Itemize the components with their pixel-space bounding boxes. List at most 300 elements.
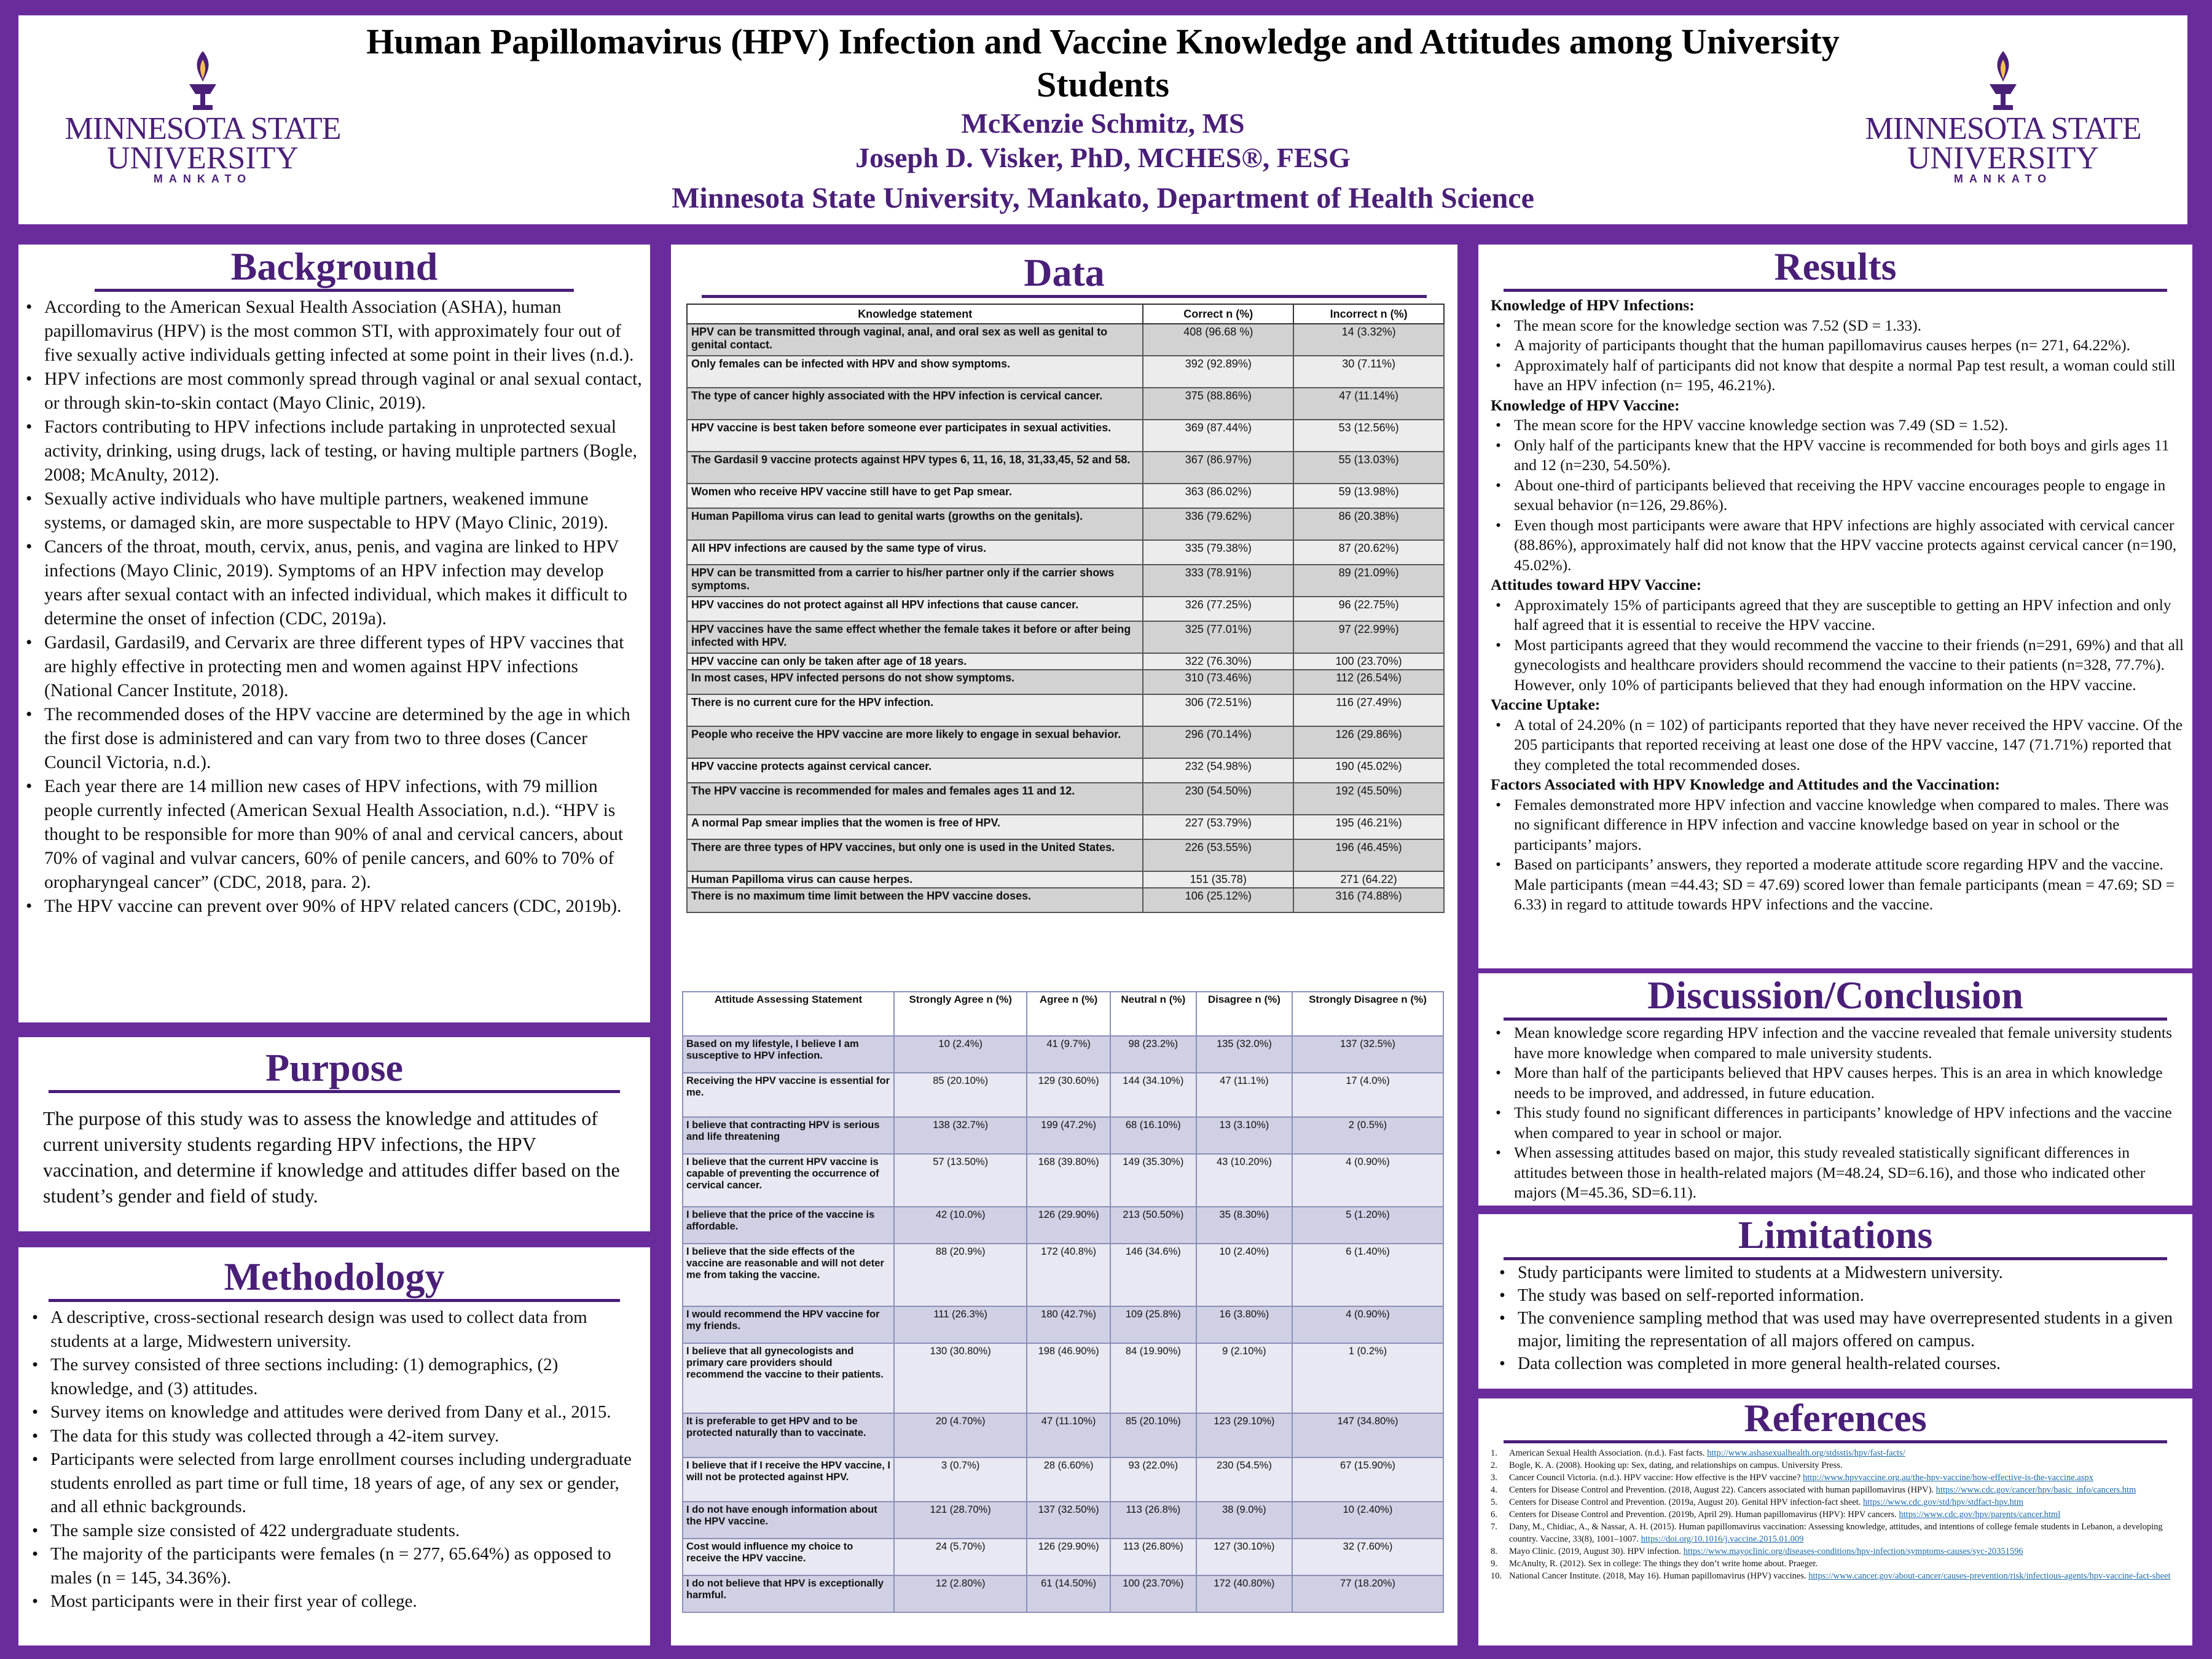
reference-text: Mayo Clinic. (2019, August 30). HPV infection. [1509,1547,1684,1556]
attitude-value: 146 (34.6%) [1110,1244,1196,1306]
attitude-value: 67 (15.90%) [1292,1457,1443,1502]
limitations-heading: Limitations [1738,1213,1933,1257]
methodology-item: • Participants were selected from large enrollment courses including undergraduate students enrolled as part time or full time, 18 years of age, of any sex or gender, and all ethnic backgrounds. [27,1448,643,1519]
attitude-statement: I believe that if I receive the HPV vaccine, I will not be protected against HPV. [683,1457,894,1502]
knowledge-value: 112 (26.54%) [1293,670,1444,694]
limitations-item: • The study was based on self-reported information. [1494,1284,2185,1307]
knowledge-header: Correct n (%) [1143,304,1293,324]
attitude-value: 1 (0.2%) [1292,1343,1443,1413]
attitude-value: 57 (13.50%) [894,1154,1027,1207]
attitude-value: 85 (20.10%) [894,1073,1027,1117]
attitude-header: Strongly Agree n (%) [894,992,1027,1036]
reference-item [1491,1508,2185,1521]
knowledge-value: 14 (3.32%) [1293,324,1444,356]
reference-item [1491,1570,2185,1582]
results-subheading: Knowledge of HPV Vaccine: [1491,396,1680,414]
results-panel [1478,245,2192,968]
attitude-value: 68 (16.10%) [1110,1117,1196,1154]
reference-text: Centers for Disease Control and Prevention. (2019b, April 29). Human papillomavirus (HPV): HPV cancers. [1509,1510,1899,1520]
knowledge-value: 106 (25.12%) [1143,888,1293,912]
knowledge-value: 326 (77.25%) [1143,597,1293,621]
reference-number: 5. [1491,1497,1497,1507]
knowledge-value: 306 (72.51%) [1143,694,1293,726]
knowledge-value: 230 (54.50%) [1143,783,1293,815]
knowledge-row [687,565,1444,597]
attitude-value: 144 (34.10%) [1110,1073,1196,1117]
attitude-value: 17 (4.0%) [1292,1073,1443,1117]
knowledge-row [687,670,1444,694]
discussion-item: • When assessing attitudes based on major, this study revealed statistically significant differences in attitudes between those in health-related majors (M=48.24, SD=6.16), and those who indicated other majors (M=45.36, SD=6.11). [1491,1143,2185,1203]
attitude-row [683,1539,1443,1575]
attitude-statement: I do not have enough information about the HPV vaccine. [683,1502,894,1539]
knowledge-row [687,694,1444,726]
knowledge-value: 30 (7.11%) [1293,356,1444,388]
attitude-value: 100 (23.70%) [1110,1575,1196,1612]
attitude-value: 98 (23.2%) [1110,1036,1196,1073]
attitude-value: 4 (0.90%) [1292,1154,1443,1207]
knowledge-statement: HPV vaccines have the same effect whether the female takes it before or after being infected with HPV. [687,621,1143,653]
knowledge-value: 96 (22.75%) [1293,597,1444,621]
attitude-value: 198 (46.90%) [1027,1343,1110,1413]
knowledge-value: 335 (79.38%) [1143,540,1293,565]
attitude-row [683,1154,1443,1207]
reference-text: Dany, M., Chidiac, A., & Nassar, A. H. (2015). Human papillomavirus vaccination: Assessing knowledge, attitudes, and intentions of college female students in Lebanon, a developing country. Vaccine, 33(8), 1001–1007. [1509,1522,2163,1544]
results-item: • Only half of the participants knew that the HPV vaccine is recommended for both boys and girls ages 11 and 12 (n=230, 54.50%). [1491,436,2185,476]
discussion-heading: Discussion/Conclusion [1647,973,2023,1017]
knowledge-statement: Human Papilloma virus can lead to genital warts (growths on the genitals). [687,508,1143,540]
knowledge-row [687,388,1444,420]
purpose-heading: Purpose [265,1046,403,1089]
knowledge-value: 369 (87.44%) [1143,420,1293,452]
attitude-value: 137 (32.50%) [1027,1502,1110,1539]
methodology-item: • The sample size consisted of 422 undergraduate students. [27,1519,643,1543]
reference-number: 1. [1491,1448,1497,1458]
knowledge-value: 375 (88.86%) [1143,388,1293,420]
background-item: • Gardasil, Gardasil9, and Cervarix are three different types of HPV vaccines that are highly effective in protecting men and women against HPV infections (National Cancer Institute, 2018). [21,631,644,703]
logo-line2: UNIVERSITY [1907,141,2099,176]
knowledge-value: 100 (23.70%) [1293,653,1444,670]
reference-text: American Sexual Health Association. (n.d.). Fast facts. [1509,1448,1708,1458]
background-item: • Sexually active individuals who have multiple partners, weakened immune systems, or damaged skin, are more suspectable to HPV (Mayo Clinic, 2019). [21,487,644,535]
attitude-value: 88 (20.9%) [894,1244,1027,1306]
attitude-statement: I believe that the price of the vaccine is affordable. [683,1207,894,1244]
logo-line1: MINNESOTA STATE [65,111,341,146]
attitude-value: 93 (22.0%) [1110,1457,1196,1502]
attitude-row [683,1073,1443,1117]
methodology-item: • A descriptive, cross-sectional research design was used to collect data from students at a large, Midwestern university. [27,1306,643,1353]
results-subheading: Factors Associated with HPV Knowledge and Attitudes and the Vaccination: [1491,775,2001,793]
reference-link[interactable]: http://www.hpvvaccine.org.au/the-hpv-vaccine/how-effective-is-the-vaccine.aspx [1803,1473,2093,1483]
knowledge-row [687,726,1444,758]
results-item: • The mean score for the HPV vaccine knowledge section was 7.49 (SD = 1.52). [1491,415,2185,436]
reference-number: 9. [1491,1559,1497,1569]
knowledge-value: 86 (20.38%) [1293,508,1444,540]
attitude-row [683,1457,1443,1502]
attitude-header: Attitude Assessing Statement [683,992,894,1036]
knowledge-value: 87 (20.62%) [1293,540,1444,565]
knowledge-statement: People who receive the HPV vaccine are more likely to engage in sexual behavior. [687,726,1143,758]
knowledge-row [687,540,1444,565]
attitude-table [682,991,1444,1613]
attitude-value: 12 (2.80%) [894,1575,1027,1612]
background-item: • According to the American Sexual Health Association (ASHA), human papillomavirus (HPV) is the most common STI, with approximately four out of five sexually active individuals getting infected at some point in their lives (n.d.). [21,296,644,367]
attitude-value: 123 (29.10%) [1196,1413,1292,1457]
logo-line1: MINNESOTA STATE [1865,111,2141,146]
knowledge-statement: Only females can be infected with HPV and show symptoms. [687,356,1143,388]
attitude-value: 109 (25.8%) [1110,1306,1196,1343]
knowledge-row [687,888,1444,912]
attitude-value: 84 (19.90%) [1110,1343,1196,1413]
attitude-value: 28 (6.60%) [1027,1457,1110,1502]
knowledge-table [686,304,1445,913]
reference-item [1491,1545,2185,1558]
reference-link[interactable]: http://www.ashasexualhealth.org/stdsstis/hpv/fast-facts/ [1707,1448,1905,1458]
data-heading: Data [1024,251,1105,294]
attitude-statement: I believe that the side effects of the vaccine are reasonable and will not deter me from taking the vaccine. [683,1244,894,1306]
limitations-item: • Study participants were limited to students at a Midwestern university. [1494,1261,2185,1284]
department: Minnesota State University, Mankato, Department of Health Science [672,182,1534,214]
methodology-panel [18,1247,650,1645]
results-subheading: Knowledge of HPV Infections: [1491,296,1695,314]
results-item: • Even though most participants were aware that HPV infections are highly associated with cervical cancer (88.86%), approximately half did not know that the HPV vaccine protects against cervical cancer (n=190, 45.02%). [1491,516,2185,576]
divider [49,1090,620,1093]
knowledge-value: 89 (21.09%) [1293,565,1444,597]
attitude-value: 47 (11.1%) [1196,1073,1292,1117]
reference-item [1491,1447,2185,1459]
reference-number: 4. [1491,1485,1497,1495]
reference-link[interactable]: https://www.cdc.gov/hpv/parents/cancer.html [1899,1510,2061,1520]
attitude-statement: Based on my lifestyle, I believe I am susceptive to HPV infection. [683,1036,894,1073]
results-subheading: Vaccine Uptake: [1491,696,1601,713]
results-item: • Females demonstrated more HPV infection and vaccine knowledge when compared to males. There was no significant difference in HPV infection and vaccine knowledge based on year in school or the participants’ majors. [1491,795,2185,855]
attitude-value: 113 (26.80%) [1110,1539,1196,1575]
divider [1504,289,2167,292]
reference-item [1491,1496,2185,1508]
reference-text: Cancer Council Victoria. (n.d.). HPV vaccine: How effective is the HPV vaccine? [1509,1473,1803,1483]
reference-item [1491,1558,2185,1570]
attitude-statement: Cost would influence my choice to receive the HPV vaccine. [683,1539,894,1575]
knowledge-value: 392 (92.89%) [1143,356,1293,388]
attitude-statement: I believe that contracting HPV is serious and life threatening [683,1117,894,1154]
reference-text: McAnulty, R. (2012). Sex in college: The things they don’t write home about. Praeger. [1509,1559,1818,1569]
divider [1504,1440,2167,1443]
reference-text: Centers for Disease Control and Prevention. (2018, August 22). Cancers associated with human papillomavirus (HPV). [1509,1485,1936,1495]
reference-link[interactable]: https://www.cdc.gov/cancer/hpv/basic_info/cancers.htm [1936,1485,2136,1495]
knowledge-row [687,508,1444,540]
knowledge-statement: All HPV infections are caused by the same type of virus. [687,540,1143,565]
attitude-row [683,1343,1443,1413]
background-heading: Background [230,245,438,288]
results-item: • The mean score for the knowledge section was 7.52 (SD = 1.33). [1491,316,2185,336]
attitude-value: 135 (32.0%) [1196,1036,1292,1073]
knowledge-value: 196 (46.45%) [1293,839,1444,871]
author-2: Joseph D. Visker, PhD, MCHES®, FESG [855,142,1351,173]
attitude-value: 43 (10.20%) [1196,1154,1292,1207]
results-list [1491,715,2185,775]
results-list [1491,795,2185,915]
attitude-value: 172 (40.80%) [1196,1575,1292,1612]
attitude-statement: I believe that the current HPV vaccine is capable of preventing the occurrence of cervical cancer. [683,1154,894,1207]
attitude-value: 35 (8.30%) [1196,1207,1292,1244]
attitude-statement: It is preferable to get HPV and to be protected naturally than to vaccinate. [683,1413,894,1457]
discussion-panel [1478,973,2192,1206]
background-item: • Factors contributing to HPV infections include partaking in unprotected sexual activity, drinking, using drugs, lack of testing, or having multiple partners (Bogle, 2008; McAnulty, 2012). [21,415,644,487]
attitude-value: 9 (2.10%) [1196,1343,1292,1413]
attitude-value: 3 (0.7%) [894,1457,1027,1502]
knowledge-value: 271 (64.22) [1293,871,1444,888]
knowledge-statement: There is no current cure for the HPV infection. [687,694,1143,726]
attitude-value: 32 (7.60%) [1292,1539,1443,1575]
methodology-item: • The majority of the participants were females (n = 277, 65.64%) as opposed to males (n = 145, 34.36%). [27,1542,643,1590]
knowledge-statement: HPV vaccine is best taken before someone ever participates in sexual activities. [687,420,1143,452]
attitude-value: 4 (0.90%) [1292,1306,1443,1343]
logo-line3: MANKATO [1953,173,2053,185]
attitude-value: 41 (9.7%) [1027,1036,1110,1073]
purpose-text: The purpose of this study was to assess the knowledge and attitudes of current university students regarding HPV infections, the HPV vaccination, and determine if knowledge and attitudes differ based on the student’s gender and field of study. [43,1107,620,1207]
results-item: • A total of 24.20% (n = 102) of participants reported that they have never received the HPV vaccine. Of the 205 participants that reported receiving at least one dose of the HPV vaccine, 147 (71.71%) reported that they completed the total recommended doses. [1491,715,2185,775]
knowledge-value: 192 (45.50%) [1293,783,1444,815]
knowledge-value: 97 (22.99%) [1293,621,1444,653]
attitude-value: 149 (35.30%) [1110,1154,1196,1207]
knowledge-statement: The Gardasil 9 vaccine protects against HPV types 6, 11, 16, 18, 31,33,45, 52 and 58. [687,452,1143,484]
results-item: • Based on participants’ answers, they reported a moderate attitude score regarding HPV and the vaccine. Male participants (mean =44.43; SD = 47.69) scored lower than female participants (mean = 47.69; SD = 6.33) in regard to attitude towards HPV infections and the vaccine. [1491,855,2185,915]
attitude-value: 126 (29.90%) [1027,1539,1110,1575]
msu-logo-right [1856,46,2151,206]
attitude-header: Disagree n (%) [1196,992,1292,1036]
knowledge-statement: HPV vaccines do not protect against all HPV infections that cause cancer. [687,597,1143,621]
attitude-value: 77 (18.20%) [1292,1575,1443,1612]
attitude-value: 47 (11.10%) [1027,1413,1110,1457]
knowledge-row [687,839,1444,871]
attitude-value: 20 (4.70%) [894,1413,1027,1457]
attitude-statement: I would recommend the HPV vaccine for my friends. [683,1306,894,1343]
knowledge-row [687,420,1444,452]
reference-text: Bogle, K. A. (2008). Hooking up: Sex, dating, and relationships on campus. University Press. [1509,1461,1843,1470]
knowledge-row [687,815,1444,839]
attitude-value: 213 (50.50%) [1110,1207,1196,1244]
results-subheading: Attitudes toward HPV Vaccine: [1491,576,1702,594]
attitude-value: 38 (9.0%) [1196,1502,1292,1539]
knowledge-value: 316 (74.88%) [1293,888,1444,912]
knowledge-value: 363 (86.02%) [1143,484,1293,508]
attitude-value: 10 (2.40%) [1292,1502,1443,1539]
discussion-item: • More than half of the participants believed that HPV causes herpes. This is an area in which knowledge needs to be improved, and addressed, in future education. [1491,1063,2185,1103]
attitude-value: 137 (32.5%) [1292,1036,1443,1073]
attitude-value: 6 (1.40%) [1292,1244,1443,1306]
knowledge-value: 367 (86.97%) [1143,452,1293,484]
attitude-value: 180 (42.7%) [1027,1306,1110,1343]
results-list [1491,595,2185,696]
knowledge-row [687,871,1444,888]
references-panel [1478,1398,2192,1645]
attitude-value: 42 (10.0%) [894,1207,1027,1244]
discussion-item: • Mean knowledge score regarding HPV infection and the vaccine revealed that female university students have more knowledge when compared to male university students. [1491,1023,2185,1063]
attitude-value: 111 (26.3%) [894,1306,1027,1343]
torch-icon [178,46,227,114]
attitude-value: 10 (2.4%) [894,1036,1027,1073]
results-item: • Approximately 15% of participants agreed that they are susceptible to getting an HPV infection and only half agreed that it is essential to receive the HPV vaccine. [1491,595,2185,635]
knowledge-row [687,621,1444,653]
results-item: • A majority of participants thought that the human papillomavirus causes herpes (n= 271, 64.22%). [1491,335,2185,356]
attitude-row [683,1117,1443,1154]
methodology-item: • Survey items on knowledge and attitudes were derived from Dany et al., 2015. [27,1400,643,1424]
attitude-statement: Receiving the HPV vaccine is essential for me. [683,1073,894,1117]
reference-item [1491,1472,2185,1484]
methodology-item: • Most participants were in their first year of college. [27,1590,643,1614]
attitude-value: 85 (20.10%) [1110,1413,1196,1457]
results-heading: Results [1774,245,1897,288]
attitude-value: 172 (40.8%) [1027,1244,1110,1306]
knowledge-value: 325 (77.01%) [1143,621,1293,653]
reference-item [1491,1521,2185,1545]
background-item: • Cancers of the throat, mouth, cervix, anus, penis, and vagina are linked to HPV infections (Mayo Clinic, 2019). Symptoms of an HPV infection may develop years after sexual contact with an infected individual, which makes it difficult to determine the onset of infection (CDC, 2019a). [21,535,644,631]
attitude-value: 2 (0.5%) [1292,1117,1443,1154]
references-heading: References [1744,1396,1927,1440]
knowledge-value: 190 (45.02%) [1293,758,1444,783]
knowledge-statement: In most cases, HPV infected persons do not show symptoms. [687,670,1143,694]
knowledge-value: 55 (13.03%) [1293,452,1444,484]
limitations-item: • Data collection was completed in more general health-related courses. [1494,1352,2185,1375]
attitude-value: 121 (28.70%) [894,1502,1027,1539]
divider [702,295,1427,298]
knowledge-statement: HPV vaccine protects against cervical cancer. [687,758,1143,783]
attitude-row [683,1306,1443,1343]
attitude-statement: I do not believe that HPV is exceptionally harmful. [683,1575,894,1612]
knowledge-header: Knowledge statement [687,304,1143,324]
knowledge-statement: A normal Pap smear implies that the women is free of HPV. [687,815,1143,839]
knowledge-row [687,324,1444,356]
methodology-heading: Methodology [224,1255,445,1298]
attitude-value: 5 (1.20%) [1292,1207,1443,1244]
attitude-row [683,1502,1443,1539]
knowledge-value: 408 (96.68 %) [1143,324,1293,356]
reference-text: Centers for Disease Control and Prevention. (2019a, August 20). Genital HPV infection-fact sheet. [1509,1497,1863,1507]
knowledge-statement: Human Papilloma virus can cause herpes. [687,871,1143,888]
knowledge-statement: HPV vaccine can only be taken after age of 18 years. [687,653,1143,670]
knowledge-value: 151 (35.78) [1143,871,1293,888]
reference-number: 6. [1491,1510,1497,1520]
reference-number: 2. [1491,1461,1497,1470]
msu-logo-left [55,46,350,206]
divider [49,1299,620,1302]
background-item: • Each year there are 14 million new cases of HPV infections, with 79 million people currently infected (American Sexual Health Association, n.d.). “HPV is thought to be responsible for more than 90% of anal and cervical cancers, about 70% of vaginal and vulvar cancers, 60% of penile cancers, and 60% to 70% of oropharyngeal cancer” (CDC, 2018, para. 2). [21,775,644,895]
results-item: • About one-third of participants believed that receiving the HPV vaccine encourages people to engage in sexual behavior (n=126, 29.86%). [1491,476,2185,516]
knowledge-statement: There are three types of HPV vaccines, but only one is used in the United States. [687,839,1143,871]
poster-header [18,15,2187,224]
knowledge-value: 226 (53.55%) [1143,839,1293,871]
limitations-panel [1478,1214,2192,1389]
purpose-panel [18,1037,650,1231]
attitude-value: 113 (26.8%) [1110,1502,1196,1539]
attitude-row [683,1036,1443,1073]
attitude-value: 138 (32.7%) [894,1117,1027,1154]
knowledge-value: 227 (53.79%) [1143,815,1293,839]
knowledge-value: 310 (73.46%) [1143,670,1293,694]
results-list [1491,316,2185,396]
references-list [1478,1447,2192,1582]
logo-line3: MANKATO [153,173,253,185]
reference-number: 7. [1491,1522,1497,1532]
attitude-value: 13 (3.10%) [1196,1117,1292,1154]
attitude-value: 129 (30.60%) [1027,1073,1110,1117]
attitude-value: 10 (2.40%) [1196,1244,1292,1306]
attitude-row [683,1207,1443,1244]
attitude-header: Agree n (%) [1027,992,1110,1036]
knowledge-value: 322 (76.30%) [1143,653,1293,670]
methodology-list [18,1306,650,1614]
knowledge-row [687,484,1444,508]
discussion-item: • This study found no significant differences in participants’ knowledge of HPV infections and the vaccine when compared to year in school or major. [1491,1103,2185,1143]
knowledge-value: 333 (78.91%) [1143,565,1293,597]
knowledge-statement: The type of cancer highly associated with the HPV infection is cervical cancer. [687,388,1143,420]
knowledge-value: 53 (12.56%) [1293,420,1444,452]
knowledge-row [687,597,1444,621]
logo-line2: UNIVERSITY [107,141,299,176]
background-panel [18,245,650,1022]
attitude-value: 24 (5.70%) [894,1539,1027,1575]
knowledge-row [687,452,1444,484]
knowledge-statement: There is no maximum time limit between the HPV vaccine doses. [687,888,1143,912]
attitude-row [683,1244,1443,1306]
methodology-item: • The data for this study was collected through a 42-item survey. [27,1424,643,1448]
knowledge-value: 195 (46.21%) [1293,815,1444,839]
knowledge-statement: HPV can be transmitted from a carrier to his/her partner only if the carrier shows symptoms. [687,565,1143,597]
attitude-value: 199 (47.2%) [1027,1117,1110,1154]
knowledge-header: Incorrect n (%) [1293,304,1444,324]
results-body [1478,296,2192,915]
torch-icon [1979,46,2028,114]
reference-link[interactable]: https://www.cdc.gov/std/hpv/stdfact-hpv.htm [1862,1497,2024,1507]
attitude-value: 16 (3.80%) [1196,1306,1292,1343]
reference-number: 3. [1491,1473,1497,1483]
limitations-item: • The convenience sampling method that was used may have overrepresented students in a given major, limiting the representation of all majors offered on campus. [1494,1307,2185,1352]
poster-title: Human Papillomavirus (HPV) Infection and Vaccine Knowledge and Attitudes among University Students [366,22,1840,104]
attitude-value: 168 (39.80%) [1027,1154,1110,1207]
knowledge-value: 116 (27.49%) [1293,694,1444,726]
knowledge-value: 126 (29.86%) [1293,726,1444,758]
knowledge-row [687,783,1444,815]
background-item: • The HPV vaccine can prevent over 90% of HPV related cancers (CDC, 2019b). [21,895,644,919]
attitude-value: 127 (30.10%) [1196,1539,1292,1575]
reference-text: National Cancer Institute. (2018, May 16). Human papillomavirus (HPV) vaccines. [1509,1571,1809,1581]
results-list [1491,415,2185,575]
knowledge-value: 232 (54.98%) [1143,758,1293,783]
reference-link[interactable]: https://www.mayoclinic.org/diseases-conditions/hpv-infection/symptoms-causes/syc-20351596 [1683,1547,2023,1556]
attitude-value: 147 (34.80%) [1292,1413,1443,1457]
attitude-header: Neutral n (%) [1110,992,1196,1036]
results-item: • Approximately half of participants did not know that despite a normal Pap test result, a woman could still have an HPV infection (n= 195, 46.21%). [1491,356,2185,396]
knowledge-row [687,653,1444,670]
results-item: • Most participants agreed that they would recommend the vaccine to their friends (n=291, 69%) and that all gynecologists and healthcare providers should recommend the vaccine to their patients (n=328, 77.7%). However, only 10% of participants believed that they had enough information on the HPV vaccine. [1491,635,2185,696]
attitude-row [683,1575,1443,1612]
background-item: • The recommended doses of the HPV vaccine are determined by the age in which the first dose is administered and can vary from two to three doses (Cancer Council Victoria, n.d.). [21,703,644,775]
knowledge-row [687,356,1444,388]
knowledge-statement: HPV can be transmitted through vaginal, anal, and oral sex as well as genital to genital contact. [687,324,1143,356]
reference-link[interactable]: https://www.cancer.gov/about-cancer/causes-prevention/risk/infectious-agents/hpv-vaccine-fact-sheet [1808,1571,2171,1581]
knowledge-value: 336 (79.62%) [1143,508,1293,540]
reference-number: 8. [1491,1547,1497,1556]
attitude-statement: I believe that all gynecologists and primary care providers should recommend the vaccine to their patients. [683,1343,894,1413]
reference-number: 10. [1491,1571,1502,1581]
attitude-header: Strongly Disagree n (%) [1292,992,1443,1036]
reference-link[interactable]: https://doi.org/10.1016/j.vaccine.2015.01.009 [1641,1534,1804,1544]
knowledge-value: 296 (70.14%) [1143,726,1293,758]
knowledge-value: 59 (13.98%) [1293,484,1444,508]
author-1: McKenzie Schmitz, MS [961,108,1245,139]
reference-item [1491,1459,2185,1472]
knowledge-statement: The HPV vaccine is recommended for males and females ages 11 and 12. [687,783,1143,815]
attitude-row [683,1413,1443,1457]
